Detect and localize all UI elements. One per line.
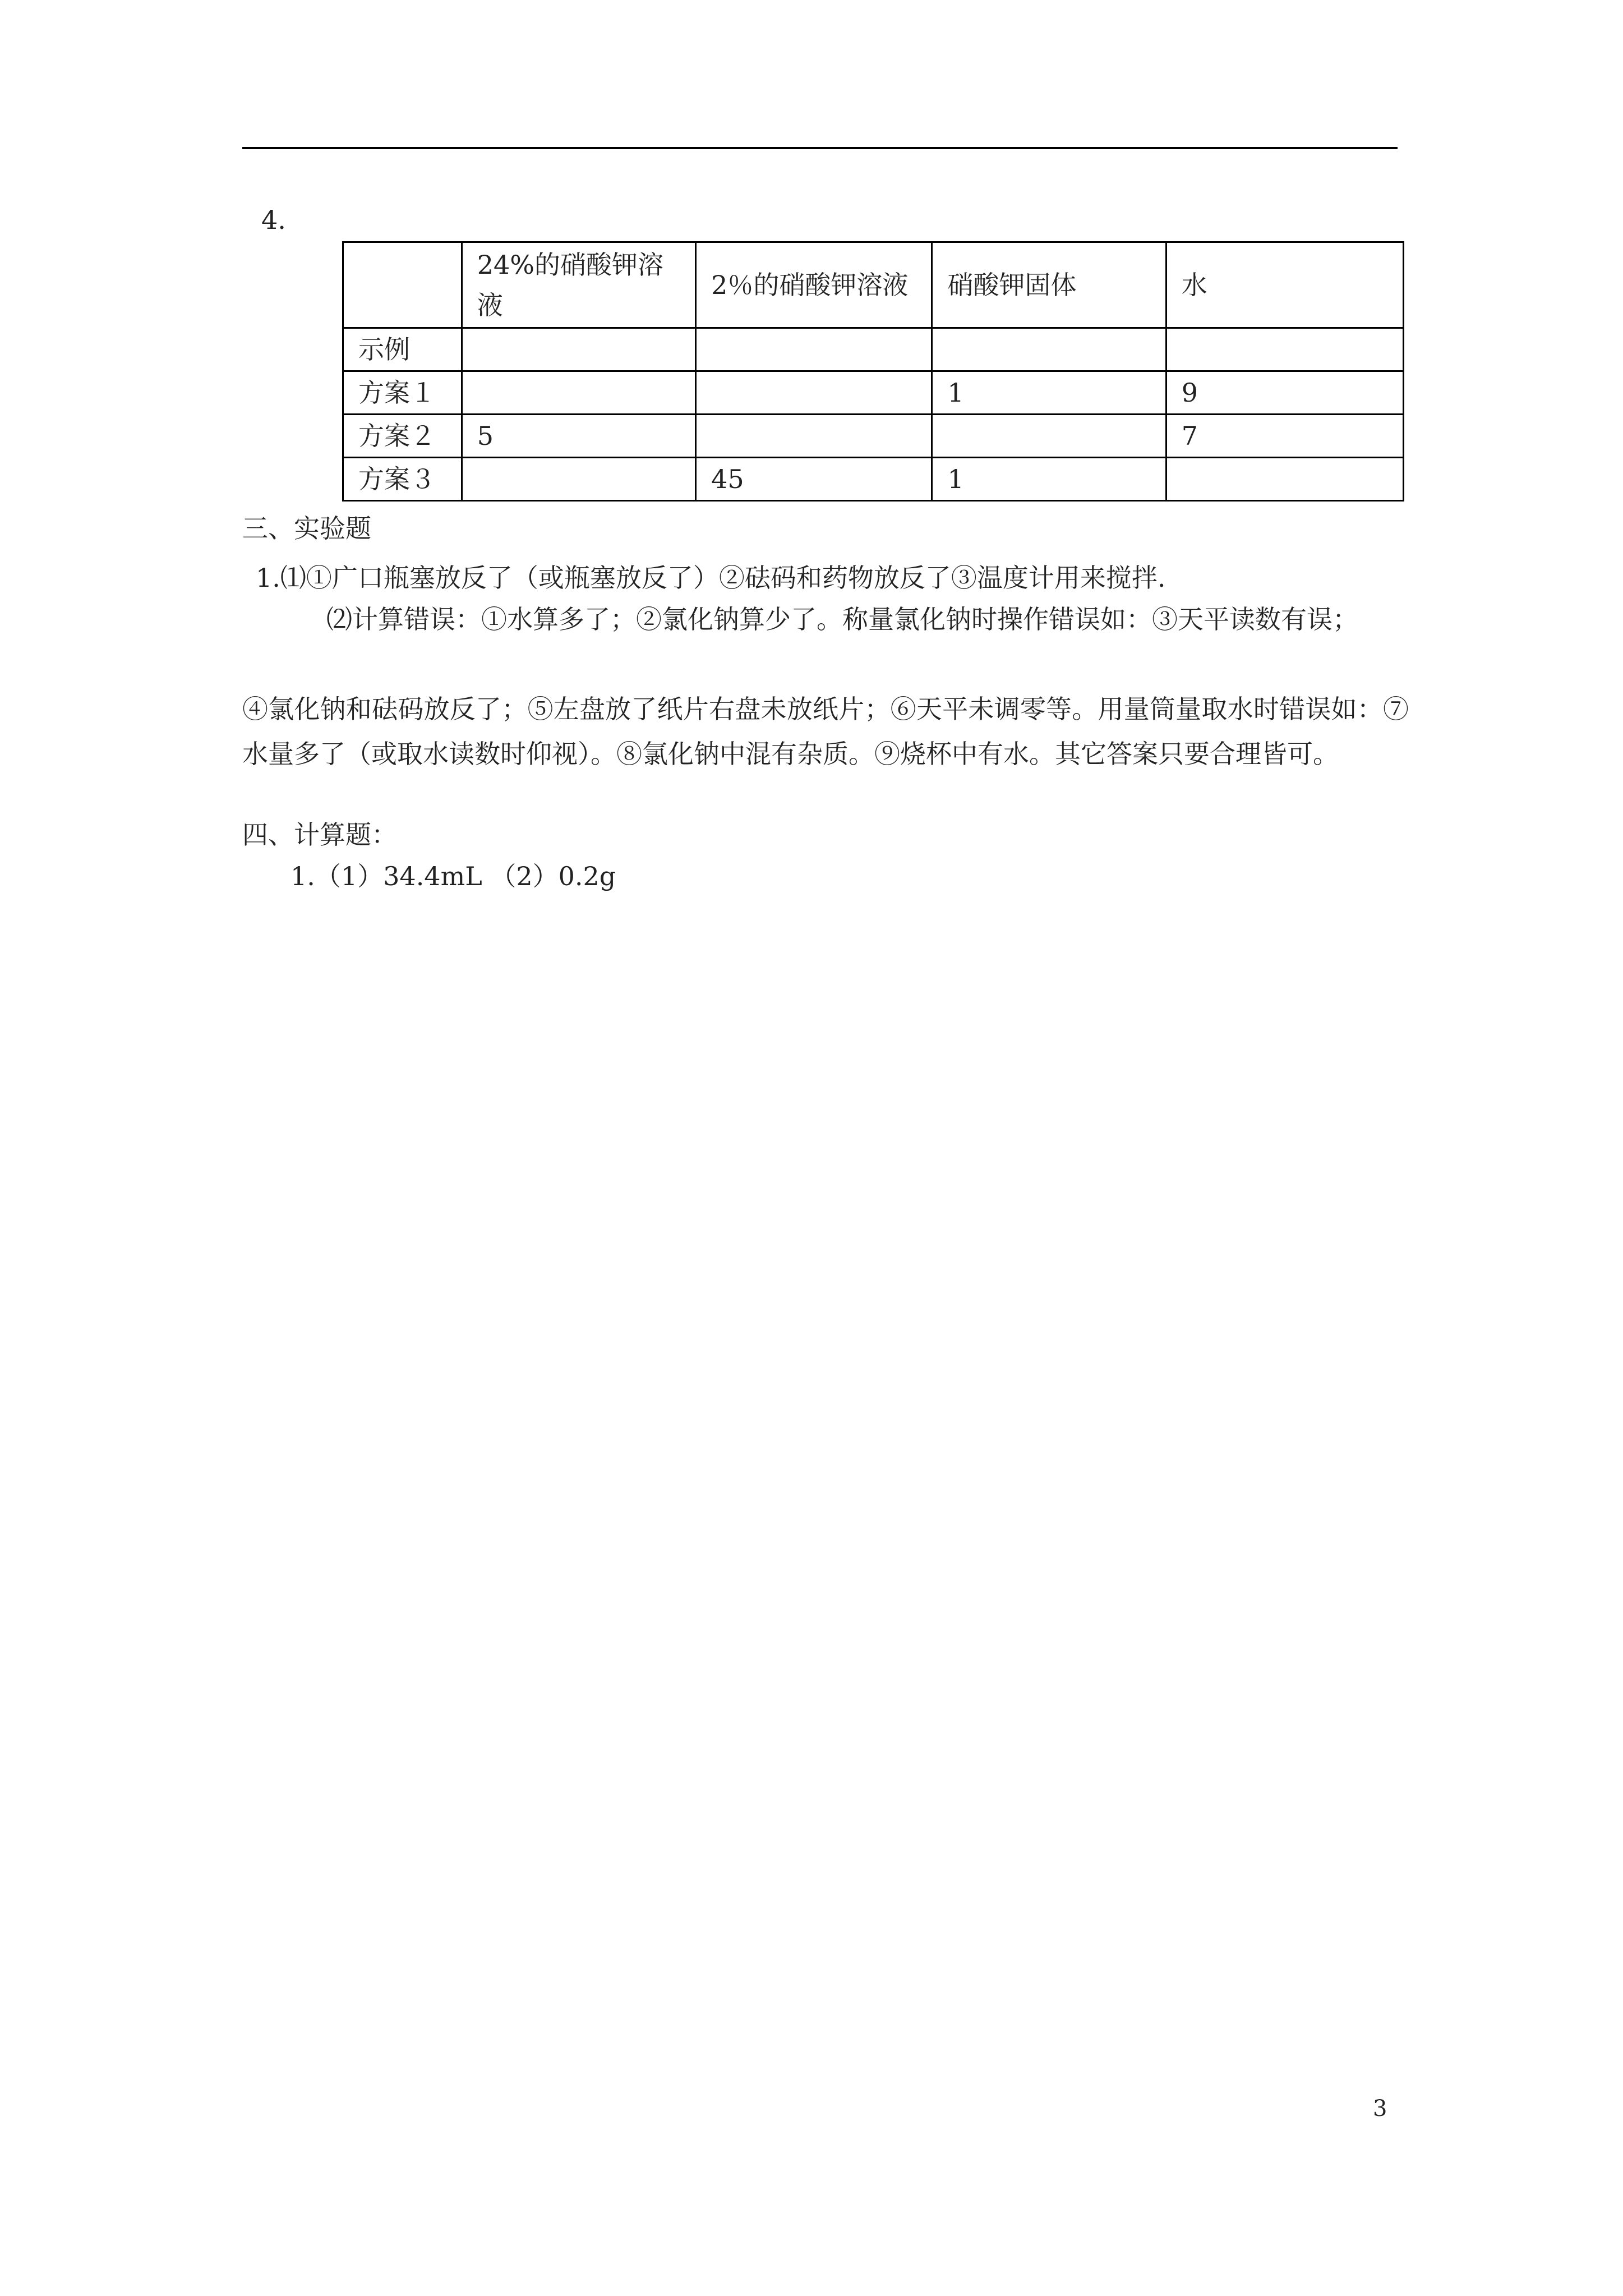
calculation-answer: 1.（1）34.4mL （2）0.2g [291,861,616,891]
table-cell: 45 [696,458,932,501]
table-row [343,458,1404,501]
table-cell [462,328,695,371]
table-header-cell [343,242,462,328]
table-cell: 9 [1166,371,1403,415]
table-header-cell: 24%的硝酸钾溶液 [462,242,695,328]
section-title-calculation: 四、计算题： [242,820,397,850]
table-header-cell: 2％的硝酸钾溶液 [696,242,932,328]
table-cell [696,371,932,415]
table-header-cell: 硝酸钾固体 [932,242,1166,328]
table-cell [462,371,695,415]
table-cell: 方案２ [343,415,462,458]
table-cell: 5 [462,415,695,458]
table-header-row [343,242,1404,328]
table-cell: 1 [932,371,1166,415]
answer-table [342,241,1404,501]
table-row [343,415,1404,458]
table-cell: 示例 [343,328,462,371]
experiment-answer-part2: ⑵计算错误：①水算多了；②氯化钠算少了。称量氯化钠时操作错误如：③天平读数有误； [326,604,1358,634]
section-title-experiment: 三、实验题 [242,513,371,544]
header-rule [242,147,1398,149]
table-cell: 方案１ [343,371,462,415]
table-cell [1166,328,1403,371]
table-cell [932,415,1166,458]
experiment-answer-part1: 1.⑴①广口瓶塞放反了（或瓶塞放反了）②砝码和药物放反了③温度计用来搅拌. [256,563,1166,593]
table-cell [932,328,1166,371]
table-cell [1166,458,1403,501]
experiment-answer-part3: ④氯化钠和砝码放反了；⑤左盘放了纸片右盘未放纸片；⑥天平未调零等。用量筒量取水时错误如：⑦水量多了（或取水读数时仰视）。⑧氯化钠中混有杂质。⑨烧杯中有水。其它答案只要合理皆可。 [242,694,1409,769]
table-cell [696,328,932,371]
page-number: 3 [1373,2096,1387,2122]
item-number: 4. [261,205,286,235]
table-header-cell: 水 [1166,242,1403,328]
table-row [343,371,1404,415]
table-cell [696,415,932,458]
table-cell [462,458,695,501]
table-cell: 1 [932,458,1166,501]
table-cell: 方案３ [343,458,462,501]
table-row [343,328,1404,371]
table-cell: 7 [1166,415,1403,458]
